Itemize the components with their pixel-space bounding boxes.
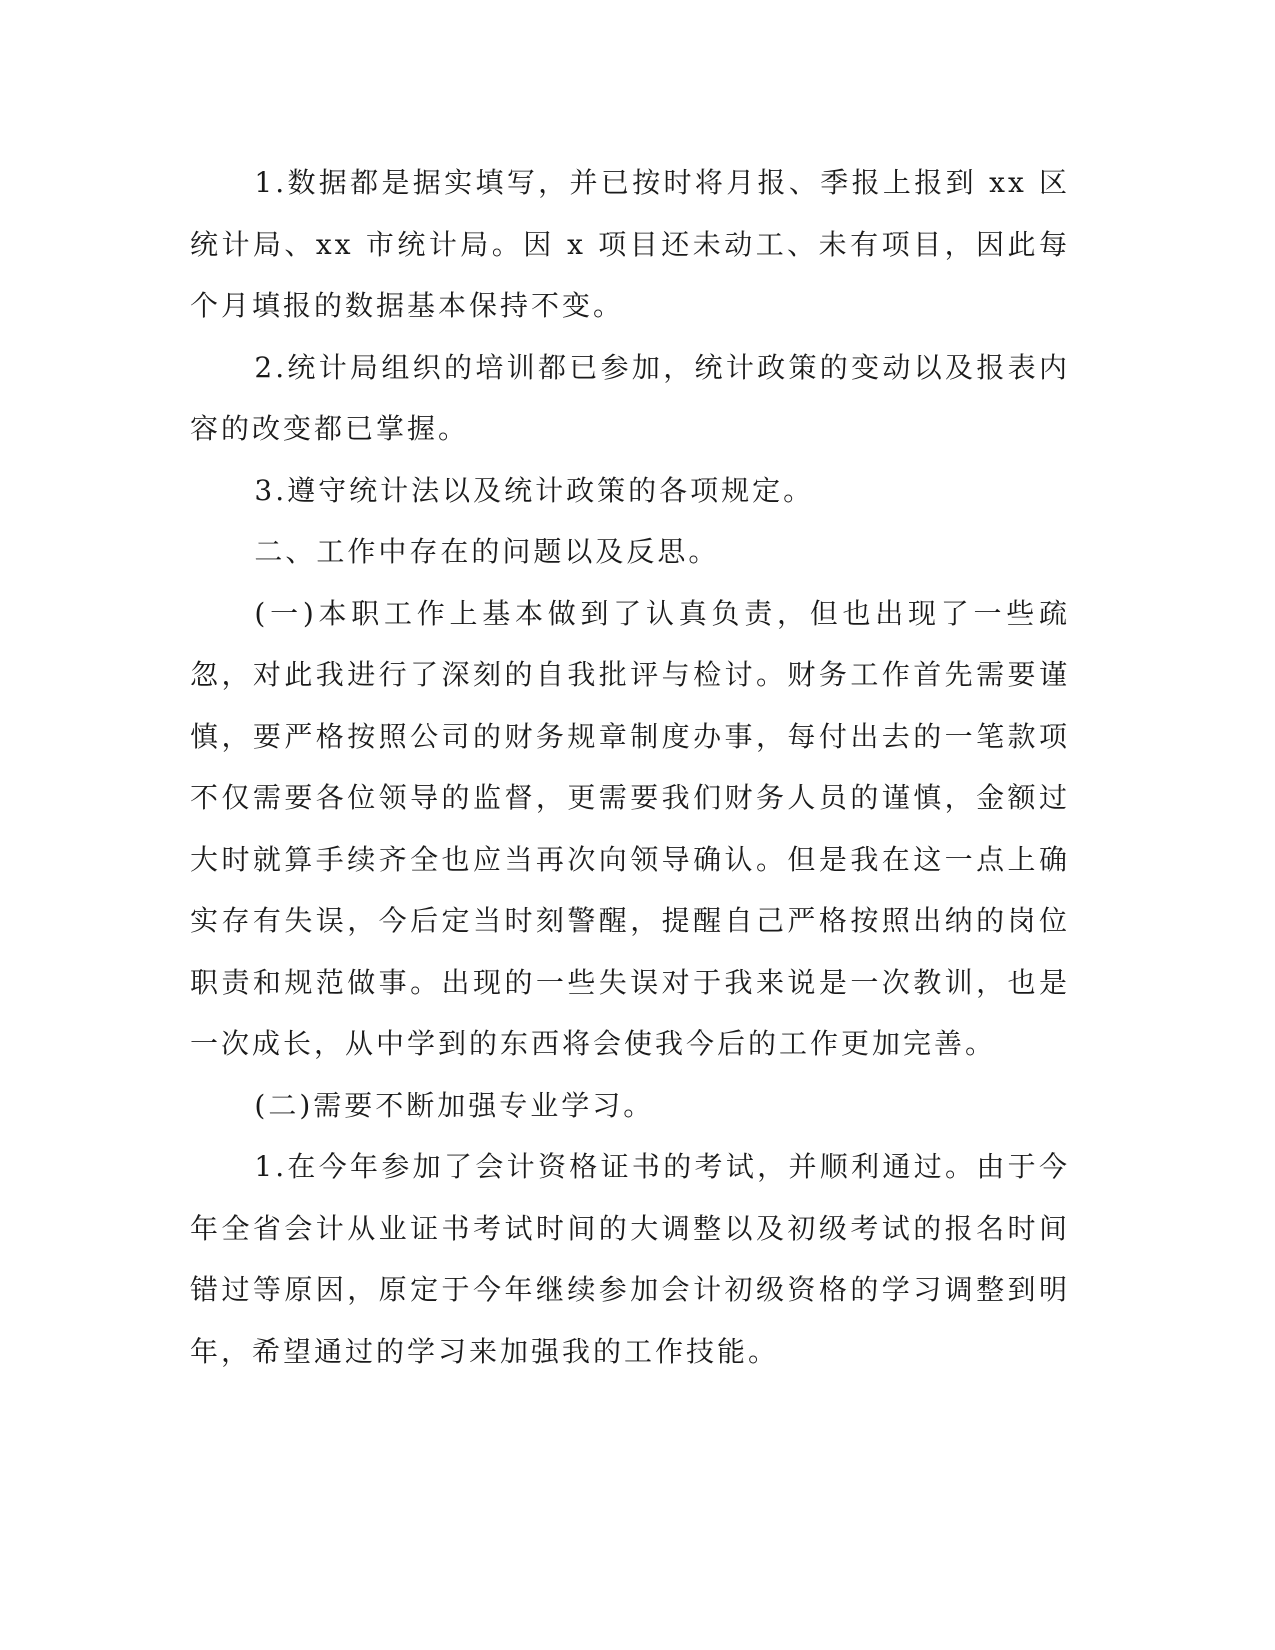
section-heading-problems: 二、工作中存在的问题以及反思。 bbox=[254, 535, 720, 568]
subheading-professional-learning: (二)需要不断加强专业学习。 bbox=[254, 1088, 655, 1122]
paragraph-accounting-exam: 1.在今年参加了会计资格证书的考试，并顺利通过。由于今年全省会计从业证书考试时间的大调整以及初级考试的报名时间错过等原因，原定于今年继续参加会计初级资格的学习调整到明年，希望通过的学习来加强我的工作技能。 bbox=[190, 1150, 1070, 1368]
paragraph-statistics-compliance: 3.遵守统计法以及统计政策的各项规定。 bbox=[254, 473, 815, 507]
paragraph-duty-reflection: (一)本职工作上基本做到了认真负责，但也出现了一些疏忽，对此我进行了深刻的自我批评与检讨。财务工作首先需要谨慎，要严格按照公司的财务规章制度办事，每付出去的一笔款项不仅需要各位领导的监督，更需要我们财务人员的谨慎，金额过大时就算手续齐全也应当再次向领导确认。但是我在这一点上确实存有失误，今后定当时刻警醒，提醒自己严格按照出纳的岗位职责和规范做事。出现的一些失误对于我来说是一次教训，也是一次成长，从中学到的东西将会使我今后的工作更加完善。 bbox=[190, 596, 1070, 1060]
paragraph-statistics-training: 2.统计局组织的培训都已参加，统计政策的变动以及报表内容的改变都已掌握。 bbox=[190, 350, 1070, 445]
paragraph-statistics-reporting: 1.数据都是据实填写，并已按时将月报、季报上报到 xx 区统计局、xx 市统计局。因 x 项目还未动工、未有项目，因此每个月填报的数据基本保持不变。 bbox=[190, 166, 1070, 322]
document-body bbox=[190, 152, 1070, 1382]
